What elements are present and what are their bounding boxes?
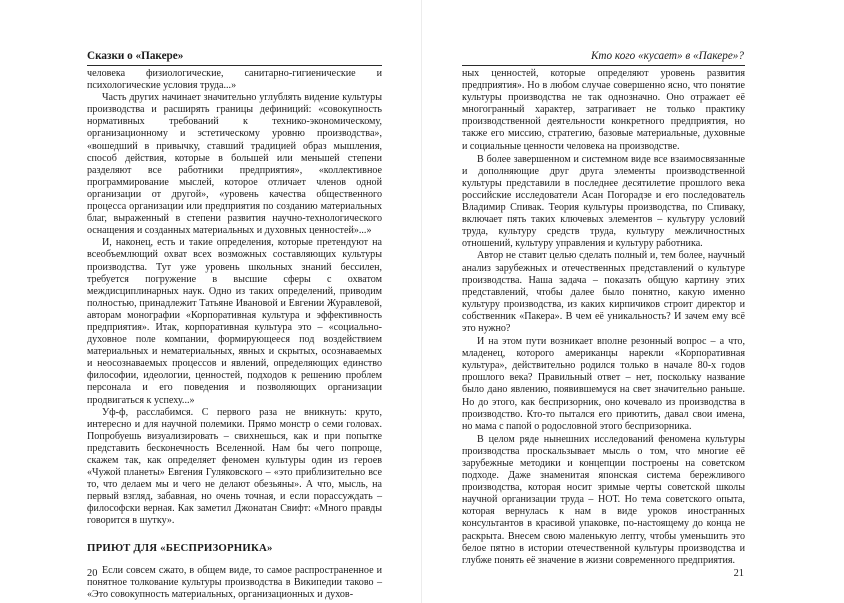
paragraph: И, наконец, есть и такие определения, которые претендуют на всеобъемлющий охват всех возможных составляющих культуры производства. Тут уже уровень школьных знаний бессилен, требуется погружение в высшие сферы с охватом междисциплинарных наук. Одно из таких определений, приводим полностью, принадлежит Татьяне Ивановой и Евгении Журавлевой, авторам монографии «Корпоративная культура и эффективность предприятия». Итак, корпоративная культура это – «социально-духовное поле компании, формирующееся под воздействием материальных и нематериальных, явных и скрытых, осознаваемых и неосознаваемых процессов и явлений, определяющих единство философии, идеологии, ценностей, подходов к решению проблем персонала и его поведения и позволяющих организации продвигаться к успеху...» <box>87 237 382 406</box>
running-head-left: Сказки о «Пакере» <box>87 50 184 62</box>
paragraph: Часть других начинает значительно углублять видение культуры производства и расширять границы дефиниций: «совокупность нормативных требований к технико-экономическому, организационному и эстетическому уровню производства», «вошедший в привычку, ставший традицией образ мышления, способ действия, которые в большей или меньшей степени разделяют все работники предприятия», «коллективное программирование мыслей, которое отличает членов одной организации от другой», «уровень качества общественного процесса организации или предприятия по созданию материальных благ, выраженный в степени развития научно-технологического оснащения и созданных материальных и духовных ценностей»...» <box>87 92 382 237</box>
header-rule-left <box>87 65 382 66</box>
running-head-right: Кто кого «кусает» в «Пакере»? <box>591 50 744 62</box>
left-page-body <box>87 68 382 601</box>
paragraph: Автор не ставит целью сделать полный и, тем более, научный анализ зарубежных и отечественных представлений о культуре производства. Наша задача – показать общую картину этих представлений, чтобы далее было понятно, какую именно культуру производства, из каких кирпичиков строит директор и собственник «Пакера». В чем её уникальность? И зачем ему всё это нужно? <box>462 250 745 334</box>
right-page-body <box>462 68 745 567</box>
right-page <box>422 0 844 603</box>
paragraph: Если совсем сжато, в общем виде, то самое распространенное и понятное толкование культуры производства в Википедии таково – «Это совокупность материальных, организационных и духов- <box>87 564 382 600</box>
paragraph: В целом ряде нынешних исследований феномена культуры производства проскальзывает мысль о том, что многие её зарубежные методики и концепции построены на советском подходе. Даже знаменитая японская система бережливого производства, которая носит зримые черты советской школы научной организации труда – НОТ. Но тема советского опыта, которая вернулась к нам в виде уроков иностранных консультантов в красивой упаковке, по-настоящему до конца не раскрыта. Внесем свою маленькую лепту, чтобы уменьшить это белое пятно в истории отечественной культуры производства и глубже понять её значение в жизни современного предприятия. <box>462 433 745 566</box>
paragraph: И на этом пути возникает вполне резонный вопрос – а что, младенец, которого американцы нарекли «Корпоративная культура», действительно родился только в начале 80-х годов прошлого века? Правильный ответ – нет, поскольку название было дано явлению, появившемуся на свет значительно раньше. Но до этого, как беспризорник, оно кочевало из производства в производство. Кто-то пытался его приютить, давал свои имена, но мама с папой о родословной этого беспризорника. <box>462 336 745 432</box>
paragraph: Уф-ф, расслабимся. С первого раза не вникнуть: круто, интересно и для научной полемики. Прямо монстр о семи головах. Попробуешь визуализировать – свихнешься, как и при попытке представить бесконечность Вселенной. Нам бы чего попроще, скажем так, как определяет феномен культуры один из героев «Чужой планеты» Евгения Гуляковского – «это приблизительно все то, что делаем мы и чего не делают обезьяны». А что, мысль, на первый взгляд, забавная, но очень точная, и если порассуждать – философски верная. Как заметил Джонатан Свифт: «Много правды говорится в шутку». <box>87 406 382 527</box>
left-page <box>0 0 421 603</box>
header-rule-right <box>462 65 745 66</box>
paragraph: человека физиологические, санитарно-гигиенические и психологические условия труда...» <box>87 68 382 92</box>
page-number-right: 21 <box>733 568 744 579</box>
paragraph: ных ценностей, которые определяют уровень развития предприятия». Но в любом случае совершенно ясно, что понятие культуры производства не так однозначно. Оно отражает её многогранный характер, затрагивает не только практику производственной деятельности конкретного предприятия, но также его миссию, стратегию, базовые материальные, духовные и социальные ценности человека на производстве. <box>462 68 745 152</box>
page-number-left: 20 <box>87 568 98 579</box>
paragraph: В более завершенном и системном виде все взаимосвязанные и дополняющие друг друга элементы производственной культуры представили в последнее десятилетие прошлого века российские исследователи Асан Погорадзе и его последователь Владимир Спивак. Теория культуры производства, по Спиваку, включает пять таких ключевых элементов – культуру условий труда, культуру средств труда, культуру межличностных отношений, культуру управления и культуру работника. <box>462 153 745 250</box>
section-heading: ПРИЮТ ДЛЯ «БЕСПРИЗОРНИКА» <box>87 541 273 554</box>
